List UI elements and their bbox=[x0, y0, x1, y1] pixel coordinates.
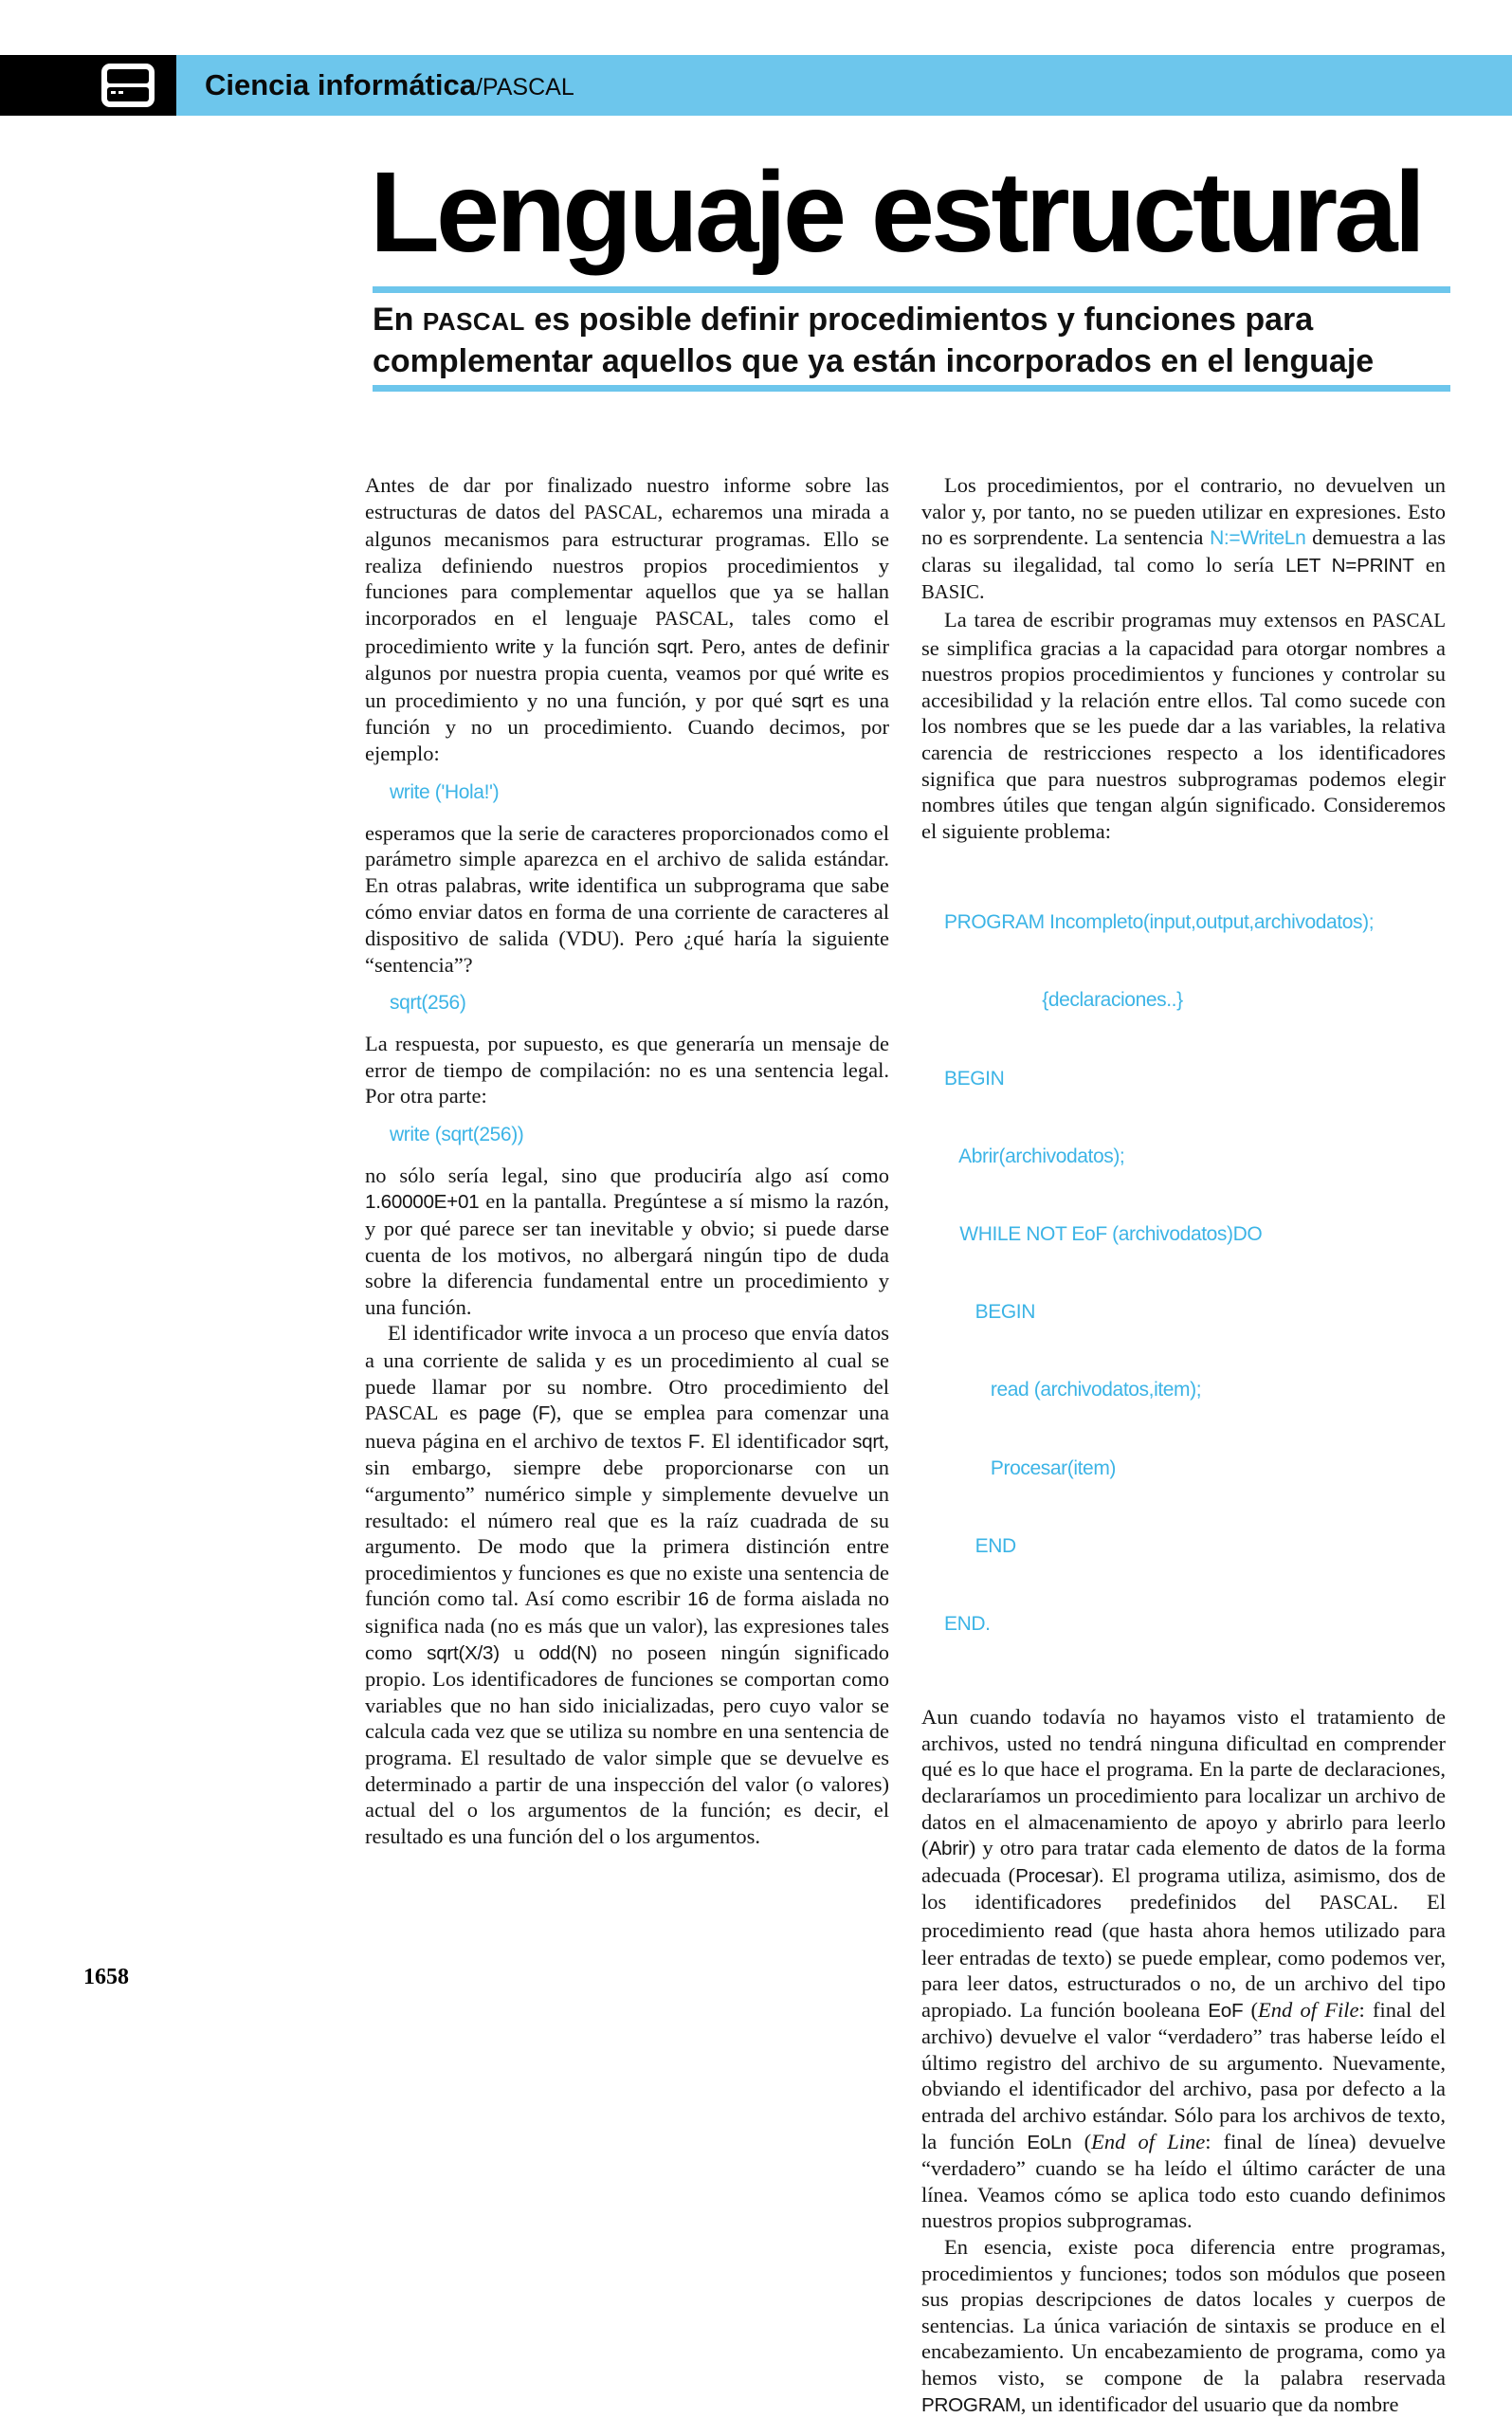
code-term: sqrt bbox=[657, 635, 689, 658]
pascal-term: PASCAL bbox=[365, 1403, 439, 1425]
program-line: BEGIN bbox=[944, 1067, 1005, 1090]
text: . bbox=[978, 579, 985, 604]
program-line: Abrir(archivodatos); bbox=[944, 1145, 1125, 1167]
code-term: 1.60000E+01 bbox=[365, 1191, 480, 1214]
paragraph bbox=[365, 820, 889, 979]
pascal-term: PASCAL bbox=[1372, 610, 1446, 632]
pascal-term: PASCAL bbox=[584, 502, 658, 523]
code-term: odd(N) bbox=[538, 1641, 597, 1664]
title-rule-top bbox=[373, 286, 1450, 293]
code-example-write-sqrt: write (sqrt(256)) bbox=[390, 1123, 524, 1145]
code-term: write bbox=[528, 1323, 569, 1346]
right-column bbox=[921, 472, 1446, 2418]
computer-icon bbox=[98, 61, 158, 110]
basic-term: BASIC bbox=[921, 582, 979, 604]
text: ). El programa utiliza, asimismo, dos de los identificadores predefinidos del bbox=[921, 1862, 1447, 1914]
text: en la pantalla. Pregúntese a sí mismo la razón, y por qué parece ser tan inevitable y obvio; si puede darse cuenta de los motivos, no albergará ningún tipo de duda sobre la diferencia fundamental entre un procedimiento y una función. bbox=[365, 1189, 889, 1319]
article-subtitle bbox=[373, 300, 1450, 381]
title-rule-bottom bbox=[373, 385, 1450, 392]
code-term: LET N=PRINT bbox=[1285, 554, 1414, 577]
section-title bbox=[205, 66, 574, 104]
code-example-sqrt: sqrt(256) bbox=[390, 992, 466, 1015]
section-name: Ciencia informática bbox=[205, 68, 476, 101]
article-title: Lenguaje estructural bbox=[370, 147, 1423, 276]
program-line: read (archivodatos,item); bbox=[944, 1379, 1202, 1401]
text: es un procedimiento y no una función, y por qué bbox=[365, 661, 889, 712]
text: ( bbox=[1071, 2129, 1092, 2153]
text: es bbox=[438, 1401, 479, 1425]
text: no sólo sería legal, sino que produciría algo así como bbox=[365, 1163, 889, 1187]
paragraph bbox=[921, 472, 1446, 607]
left-column bbox=[365, 472, 889, 1849]
text: de forma aislada no significa nada (no es más que un valor), las expresiones tales como bbox=[365, 1586, 889, 1664]
code-term: 16 bbox=[687, 1588, 709, 1611]
code-term: PROGRAM bbox=[921, 2393, 1021, 2416]
code-term: page (F) bbox=[478, 1402, 556, 1425]
text: La tarea de escribir programas muy extensos en bbox=[944, 607, 1373, 632]
text: demuestra a las claras su ilegalidad, tal como lo sería bbox=[921, 525, 1446, 577]
text: esperamos que la serie de caracteres proporcionados como el parámetro simple aparezca en el archivo de salida estándar. En otras palabras, bbox=[365, 820, 889, 897]
text: Antes de dar por finalizado nuestro informe sobre las estructuras de datos del bbox=[365, 473, 889, 523]
text: , tales como el procedimiento bbox=[365, 605, 889, 658]
text: : final del archivo) devuelve el valor “verdadero” tras haberse leído el último registro del archivo de su argumento. Nuevamente, obviando el identificador del archivo, pasa por defecto a la entrada del archivo estándar. Sólo para los archivos de texto, la función bbox=[921, 1997, 1446, 2153]
text: identifica un subprograma que sabe cómo enviar datos en forma de una corriente de caracteres al dispositivo de salida (VDU). Pero ¿qué haría la siguiente “sentencia”? bbox=[365, 872, 889, 977]
paragraph bbox=[921, 1704, 1446, 2234]
text: ) y otro para tratar cada elemento de datos de la forma adecuada ( bbox=[921, 1836, 1446, 1887]
code-term: write bbox=[495, 635, 537, 658]
code-term: sqrt(X/3) bbox=[427, 1641, 500, 1664]
paragraph bbox=[921, 2234, 1446, 2418]
text: Los procedimientos, por el contrario, no devuelven un valor y, por tanto, no se pueden utilizar en expresiones. Esto no es sorprendente. La sentencia bbox=[921, 473, 1446, 550]
code-term: sqrt bbox=[791, 689, 824, 712]
paragraph bbox=[365, 472, 889, 767]
section-logo bbox=[0, 55, 176, 116]
text: , que se emplea para comenzar una nueva página en el archivo de textos bbox=[365, 1401, 889, 1453]
code-term: Abrir bbox=[928, 1838, 969, 1860]
text: u bbox=[499, 1639, 539, 1664]
code-term: EoLn bbox=[1027, 2131, 1072, 2153]
code-term: write bbox=[529, 874, 570, 897]
paragraph: La respuesta, por supuesto, es que generaría un mensaje de error de tiempo de compilación: no es una sentencia legal. Por otra parte: bbox=[365, 1032, 889, 1108]
section-subname: /PASCAL bbox=[475, 74, 574, 101]
code-example-write: write ('Hola!') bbox=[390, 780, 500, 803]
text: . Pero, antes de definir algunos por nuestra propia cuenta, veamos por qué bbox=[365, 633, 889, 686]
text: (que hasta ahora hemos utilizado para leer entradas de texto) se puede emplear, como podemos ver, para leer datos, estructurados o no, de un archivo del tipo apropiado. La función booleana bbox=[921, 1917, 1446, 2022]
program-line: Procesar(item) bbox=[944, 1456, 1116, 1479]
program-line: {declaraciones..} bbox=[944, 989, 1183, 1012]
text: En esencia, existe poca diferencia entre programas, procedimientos y funciones; todos son módulos que poseen sus propias descripciones de datos locales y cuerpos de sentencias. La única variación de sintaxis se produce en el encabezamiento. Un encabezamiento de programa, como ya hemos visto, se compone de la palabra reservada bbox=[921, 2235, 1446, 2390]
program-line: PROGRAM Incompleto(input,output,archivodatos); bbox=[944, 911, 1375, 934]
subtitle-pascal: PASCAL bbox=[422, 307, 525, 336]
program-line: WHILE NOT EoF (archivodatos)DO bbox=[944, 1222, 1263, 1245]
code-term: N:=WriteLn bbox=[1210, 527, 1306, 550]
pascal-term: PASCAL bbox=[1319, 1893, 1394, 1914]
text: El identificador bbox=[388, 1321, 529, 1346]
italic-term: End of File bbox=[1258, 1997, 1359, 2022]
program-line: END. bbox=[944, 1612, 991, 1635]
text: y la función bbox=[536, 633, 658, 658]
code-term: EoF bbox=[1208, 1999, 1244, 2022]
text: ( bbox=[1243, 1997, 1259, 2022]
italic-term: End of Line bbox=[1091, 2129, 1206, 2153]
paragraph bbox=[365, 1163, 889, 1321]
subtitle-text-1: En bbox=[373, 302, 423, 338]
text: , echaremos una mirada a algunos mecanismos para estructurar programas. Ello se realiza definiendo nuestros propios procedimientos y funciones para complementar aquellos que ya se hallan incorporados en el lenguaje bbox=[365, 499, 889, 630]
program-line: BEGIN bbox=[944, 1301, 1035, 1324]
code-term: sqrt bbox=[852, 1430, 884, 1453]
text: invoca a un proceso que envía datos a una corriente de salida y es un procedimiento al cual se puede llamar por su nombre. Otro procedimiento del bbox=[365, 1321, 890, 1399]
program-listing bbox=[944, 857, 1446, 1689]
paragraph bbox=[921, 607, 1446, 844]
text: . El procedimiento bbox=[921, 1890, 1447, 1942]
pascal-term: PASCAL bbox=[655, 608, 729, 630]
subtitle-text-2: es posible definir procedimientos y funciones para complementar aquellos que ya están incorporados en el lenguaje bbox=[373, 302, 1375, 379]
code-term: write bbox=[823, 663, 865, 686]
page-number: 1658 bbox=[83, 1965, 129, 1989]
section-header-band bbox=[0, 55, 1512, 116]
text: Aun cuando todavía no hayamos visto el tratamiento de archivos, usted no tendrá ninguna dificultad en comprender qué es lo que hace el programa. En la parte de declaraciones, declararíamos un procedimiento para localizar un archivo de datos en el almacenamiento de apoyo y abrirlo para leerlo ( bbox=[921, 1705, 1446, 1860]
code-term: F bbox=[687, 1430, 701, 1453]
code-term: Procesar bbox=[1015, 1864, 1092, 1887]
paragraph bbox=[365, 1320, 889, 1849]
text: , sin embargo, siempre debe proporcionarse con un “argumento” numérico simple y simplemente devuelve un resultado: el número real que es la raíz cuadrada de su argumento. De modo que la primera distinción entre procedimientos y funciones es que no existe una sentencia de función como tal. Así como escribir bbox=[365, 1428, 890, 1611]
program-line: END bbox=[944, 1534, 1016, 1557]
text: , un identificador del usuario que da nombre bbox=[1020, 2391, 1399, 2416]
text: se simplifica gracias a la capacidad para otorgar nombres a nuestros propios procedimientos y funciones y controlar su accesibilidad y la relación entre ellos. Tal como sucede con los nombres que se les puede dar a las variables, la relativa carencia de restricciones respecto a los identificadores significa que para nuestros subprogramas podemos elegir nombres útiles que tengan algún significado. Consideremos el siguiente problema: bbox=[921, 635, 1446, 843]
text: : final de línea) devuelve “verdadero” cuando se ha leído el último carácter de una línea. Veamos cómo se aplica todo esto cuando definimos nuestros propios subprogramas. bbox=[921, 2129, 1447, 2233]
text: no poseen ningún significado propio. Los identificadores de funciones se comportan como variables que no han sido inicializadas, pero cuyo valor se calcula cada vez que se utiliza su nombre en una sentencia de programa. El resultado de valor simple que se devuelve es determinado a partir de una inspección del valor (o valores) actual del o los argumentos de la función; es decir, el resultado es una función del o los argumentos. bbox=[365, 1639, 889, 1848]
text: . El identificador bbox=[700, 1428, 853, 1453]
text: en bbox=[1413, 552, 1446, 577]
text: es una función y no un procedimiento. Cuando decimos, por ejemplo: bbox=[365, 687, 889, 765]
code-term: read bbox=[1054, 1919, 1093, 1942]
